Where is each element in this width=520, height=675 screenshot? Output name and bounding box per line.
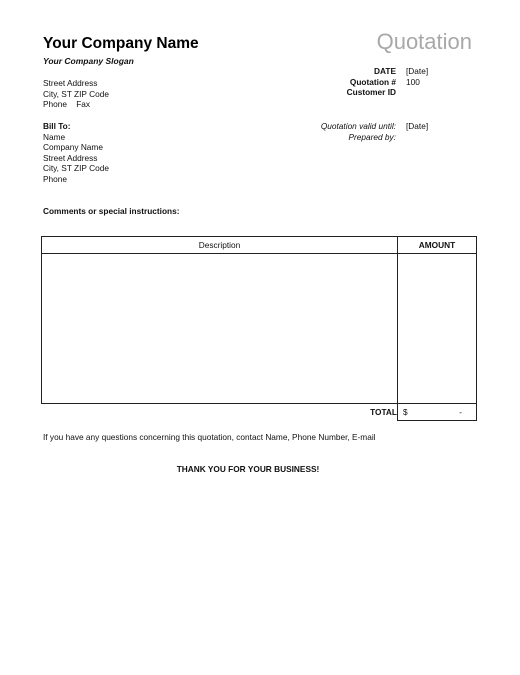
questions-note: If you have any questions concerning this quotation, contact Name, Phone Number, E-mail (43, 432, 376, 442)
bill-to-street: Street Address (43, 152, 98, 163)
company-name: Your Company Name (43, 35, 199, 52)
bill-to-company: Company Name (43, 142, 103, 153)
company-phone-fax: Phone Fax (43, 99, 91, 110)
column-header-description: Description (42, 237, 398, 254)
valid-until-value: [Date] (406, 121, 429, 131)
date-value: [Date] (406, 66, 429, 76)
total-currency: $ (403, 407, 408, 417)
bill-to-block (43, 121, 109, 185)
items-table (41, 236, 477, 421)
quotation-number-label: Quotation # (349, 76, 396, 87)
meta-values-top (406, 66, 428, 98)
thank-you-note: THANK YOU FOR YOUR BUSINESS! (176, 464, 320, 474)
table-body-row (42, 254, 477, 404)
company-city: City, ST ZIP Code (43, 88, 109, 99)
meta-values-bottom (406, 121, 428, 142)
comments-label: Comments or special instructions: (43, 206, 180, 216)
quotation-number-value: 100 (406, 76, 420, 87)
prepared-by-label: Prepared by: (348, 131, 396, 142)
company-address (43, 78, 109, 110)
table-header-row (42, 237, 477, 254)
valid-until-label: Quotation valid until: (320, 121, 396, 131)
company-street: Street Address (43, 78, 98, 88)
customer-id-value (406, 87, 428, 98)
customer-id-label: Customer ID (346, 87, 396, 98)
description-cell[interactable] (42, 254, 398, 404)
date-label: DATE (374, 66, 396, 76)
bill-to-name: Name (43, 131, 66, 142)
total-row (42, 404, 477, 421)
prepared-by-value (406, 132, 428, 143)
bill-to-phone: Phone (43, 173, 67, 184)
total-label: TOTAL (370, 407, 397, 418)
column-header-amount: AMOUNT (398, 237, 477, 254)
document-title: Quotation (376, 29, 472, 54)
bill-to-city: City, ST ZIP Code (43, 163, 109, 174)
total-amount: - (459, 407, 462, 417)
company-slogan: Your Company Slogan (43, 56, 134, 66)
meta-labels-top (300, 66, 396, 98)
bill-to-heading: Bill To: (43, 121, 71, 131)
total-value-cell (398, 404, 477, 421)
meta-labels-bottom (300, 121, 396, 142)
amount-cell[interactable] (398, 254, 477, 404)
